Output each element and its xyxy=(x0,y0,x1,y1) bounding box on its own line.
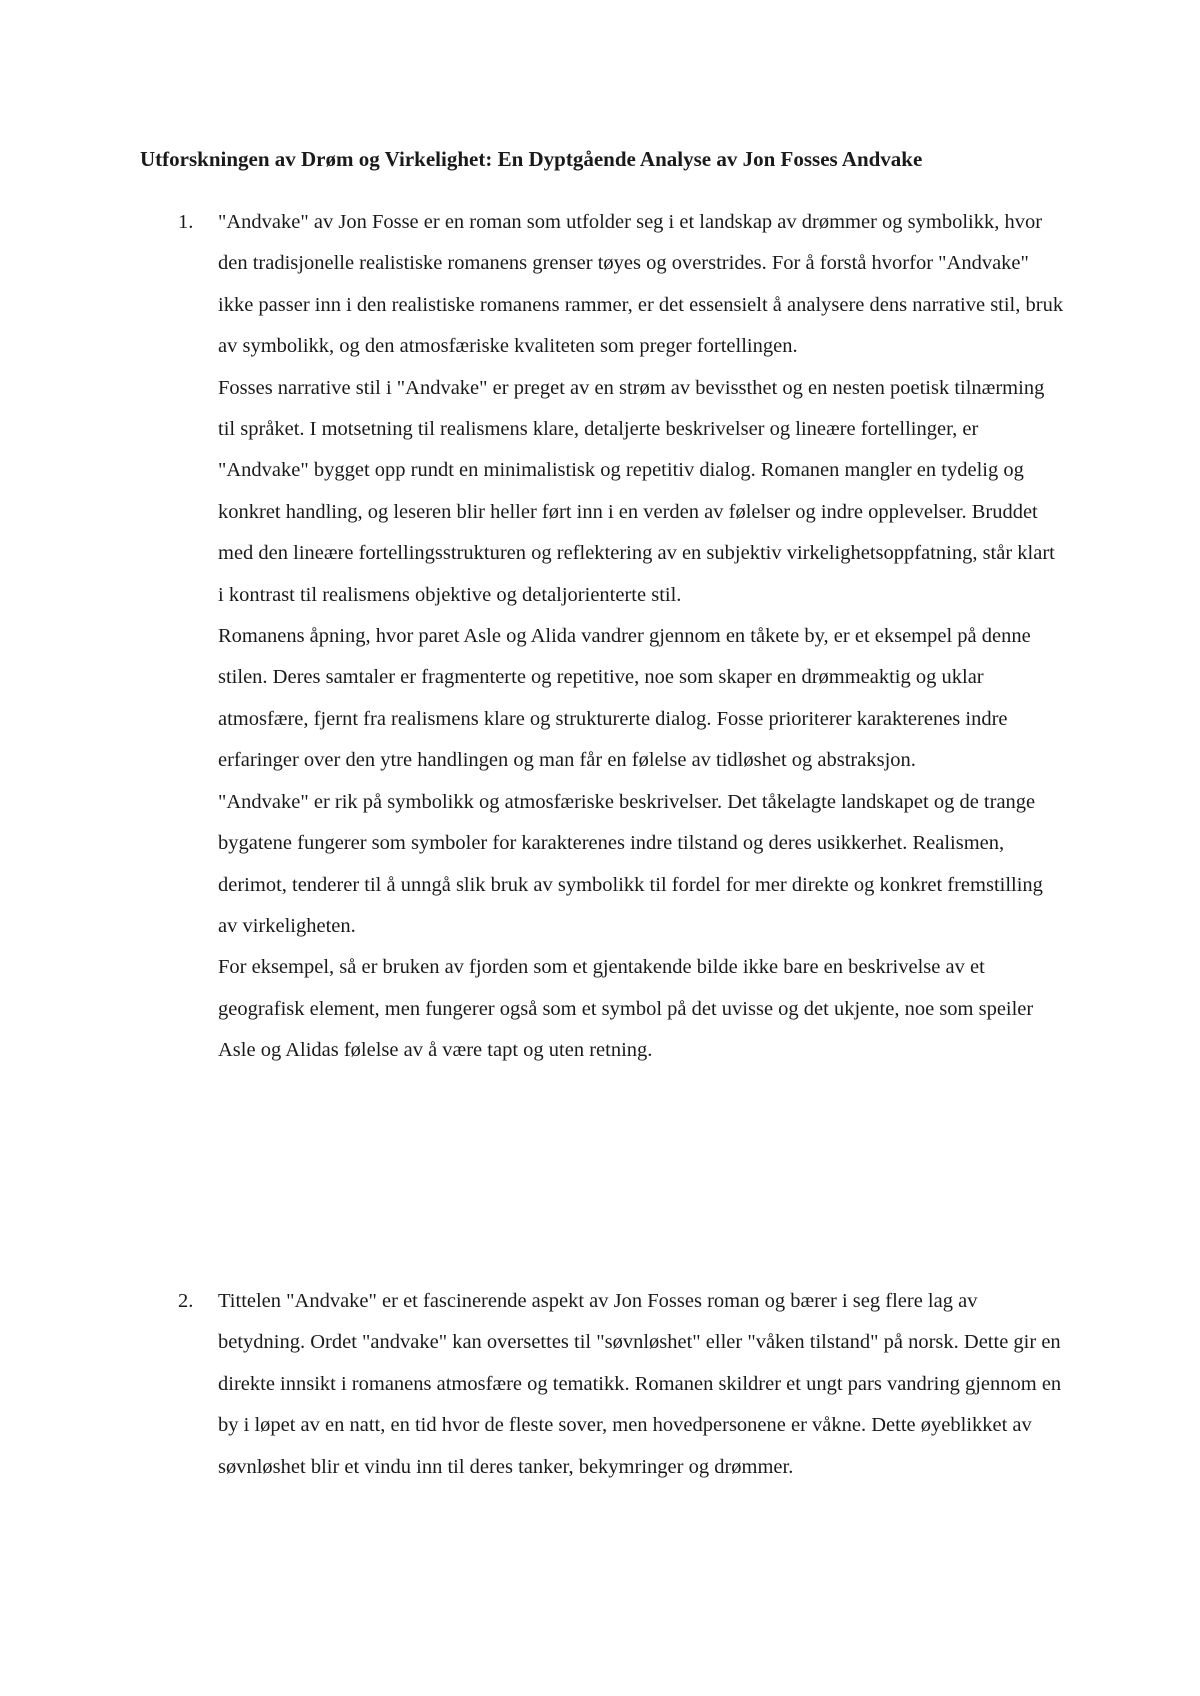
list-item-2-body xyxy=(218,1281,1064,1488)
document-title: Utforskningen av Drøm og Virkelighet: En Dyptgående Analyse av Jon Fosses Andvake xyxy=(140,147,923,171)
paragraph-1-2: Fosses narrative stil i "Andvake" er preget av en strøm av bevissthet og en nesten poetisk tilnærming til språket. I motsetning til realismens klare, detaljerte beskrivelser og lineære fortellinger, er "Andvake" bygget opp rundt en minimalistisk og repetitiv dialog. Romanen mangler en tydelig og konkret handling, og leseren blir heller ført inn i en verden av følelser og indre opplevelser. Bruddet med den lineære fortellingsstrukturen og reflektering av en subjektiv virkelighetsoppfatning, står klart i kontrast til realismens objektive og detaljorienterte stil. xyxy=(218,376,1055,606)
list-marker-2: 2. xyxy=(178,1290,194,1312)
paragraph-1-5: For eksempel, så er bruken av fjorden som et gjentakende bilde ikke bare en beskrivelse av et geografisk element, men fungerer også som et symbol på det uvisse og det ukjente, noe som speiler Asle og Alidas følelse av å være tapt og uten retning. xyxy=(218,956,1034,1062)
paragraph-1-3: Romanens åpning, hvor paret Asle og Alida vandrer gjennom en tåkete by, er et eksempel på denne stilen. Deres samtaler er fragmenterte og repetitive, noe som skaper en drømmeaktig og uklar atmosfære, fjernt fra realismens klare og strukturerte dialog. Fosse prioriterer karakterenes indre erfaringer over den ytre handlingen og man får en følelse av tidløshet og abstraksjon. xyxy=(218,625,1031,772)
list-marker-1: 1. xyxy=(178,211,194,233)
paragraph-2-1: Tittelen "Andvake" er et fascinerende aspekt av Jon Fosses roman og bærer i seg flere lag av betydning. Ordet "andvake" kan oversettes til "søvnløshet" eller "våken tilstand" på norsk. Dette gir en direkte innsikt i romanens atmosfære og tematikk. Romanen skildrer et ungt pars vandring gjennom en by i løpet av en natt, en tid hvor de fleste sover, men hovedpersonene er våkne. Dette øyeblikket av søvnløshet blir et vindu inn til deres tanker, bekymringer og drømmer. xyxy=(218,1290,1062,1478)
list-item-1-body xyxy=(218,202,1064,1072)
paragraph-1-1: "Andvake" av Jon Fosse er en roman som utfolder seg i et landskap av drømmer og symbolikk, hvor den tradisjonelle realistiske romanens grenser tøyes og overstrides. For å forstå hvorfor "Andvake" ikke passer inn i den realistiske romanens rammer, er det essensielt å analysere dens narrative stil, bruk av symbolikk, og den atmosfæriske kvaliteten som preger fortellingen. xyxy=(218,211,1064,358)
paragraph-1-4: "Andvake" er rik på symbolikk og atmosfæriske beskrivelser. Det tåkelagte landskapet og de trange bygatene fungerer som symboler for karakterenes indre tilstand og deres usikkerhet. Realismen, derimot, tenderer til å unngå slik bruk av symbolikk til fordel for mer direkte og konkret fremstilling av virkeligheten. xyxy=(218,790,1043,937)
